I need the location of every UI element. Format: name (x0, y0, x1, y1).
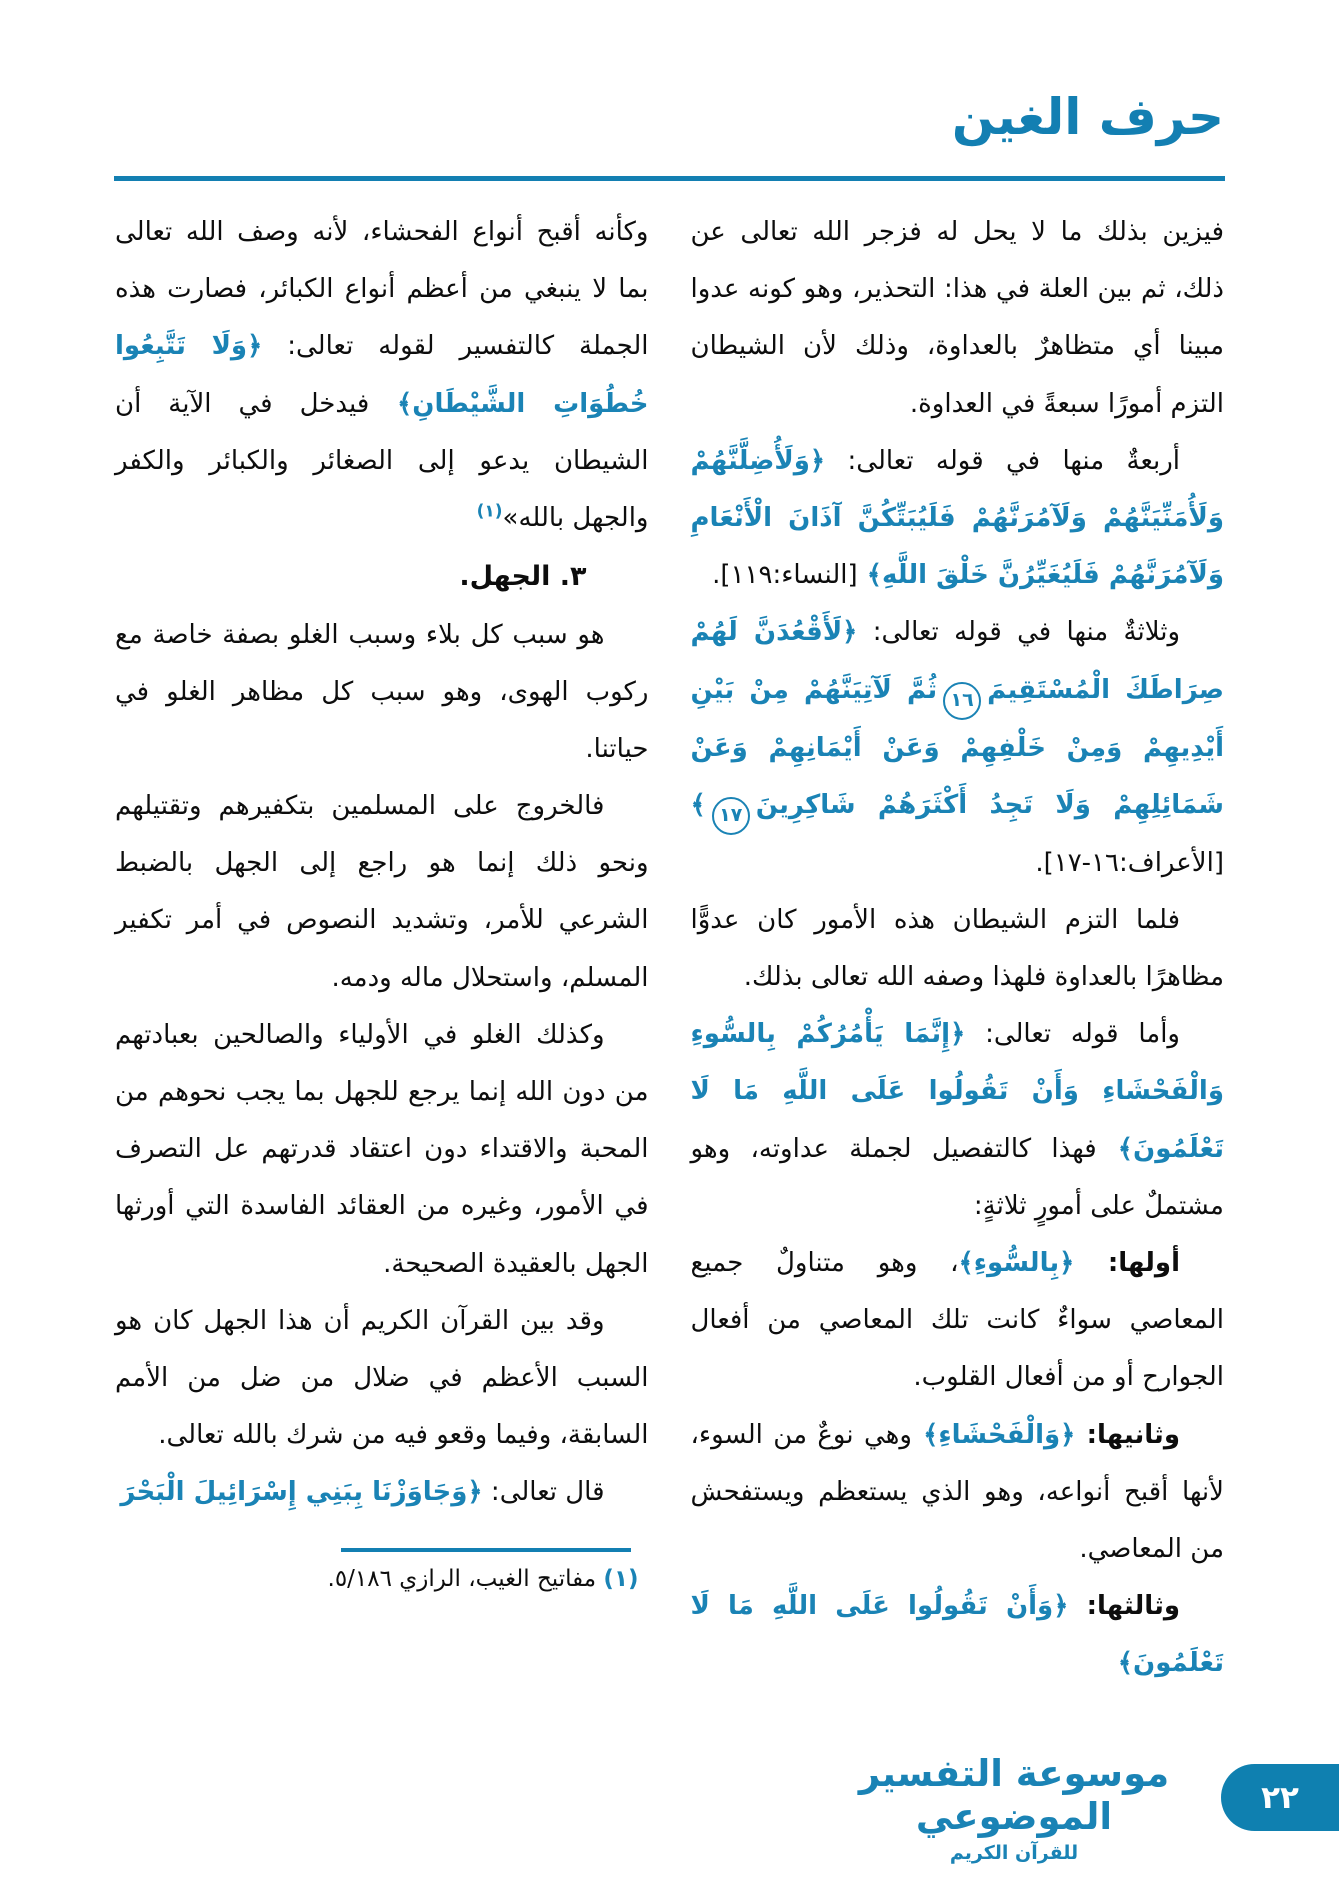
quran-verse: ﴿وَلَأُضِلَّنَّهُمْ وَلَأُمَنِّيَنَّهُمْ وَلَآمُرَنَّهُمْ فَلَيُبَتِّكُنَّ آذَانَ الْأَنْعَامِ وَلَآمُرَنَّهُمْ فَلَيُغَيِّرُنَّ خَلْقَ اللَّهِ﴾ (690, 445, 1224, 591)
lead-word: وثانيها: (1075, 1419, 1180, 1450)
footnote-number: (١) (603, 1565, 639, 1592)
lead-word: وثالثها: (1068, 1591, 1180, 1622)
paragraph (691, 204, 1225, 433)
header-divider (114, 176, 1225, 181)
page-number: ٢٢ (1221, 1764, 1339, 1831)
quran-verse: ﴿وَالْفَحْشَاءِ﴾ (911, 1419, 1076, 1450)
footnote-citation: مفاتيح الغيب، الرازي ٥/١٨٦. (327, 1565, 597, 1592)
paragraph (115, 204, 649, 547)
paragraph (691, 1006, 1225, 1235)
body-text: فالخروج على المسلمين بتكفيرهم وتقتيلهم ونحو ذلك إنما هو راجع إلى الجهل بالضبط الشرعي للأمر، وتشديد النصوص في أمر تكفير المسلم، واستحلال ماله ودمه. (115, 791, 649, 993)
body-text: أربعةٌ منها في قوله تعالى: (825, 445, 1180, 476)
paragraph (115, 778, 649, 1007)
quran-verse: ﴿وَلَا تَتَّبِعُوا خُطُوَاتِ الشَّيْطَانِ﴾ (115, 331, 649, 419)
body-text: ، وهو متناولٌ جميع المعاصي سواءٌ كانت تلك المعاصي من أفعال الجوارح أو من أفعال القلوب. (690, 1248, 1224, 1393)
body-text: فلما التزم الشيطان هذه الأمور كان عدوًّا مظاهرًا بالعداوة فلهذا وصفه الله تعالى بذلك. (690, 904, 1224, 993)
body-text: وقد بين القرآن الكريم أن هذا الجهل كان هو السبب الأعظم في ضلال من ضل من الأمم السابقة، وفيما وقعو فيه من شرك بالله تعالى. (115, 1305, 649, 1451)
paragraph (691, 433, 1225, 605)
quran-verse: ثُمَّ لَآتِيَنَّهُمْ مِنْ بَيْنِ أَيْدِيهِمْ وَمِنْ خَلْفِهِمْ وَعَنْ أَيْمَانِهِمْ وَعَنْ شَمَائِلِهِمْ وَلَا تَجِدُ أَكْثَرَهُمْ شَاكِرِينَ (690, 674, 1224, 820)
lead-word: أولها: (1074, 1248, 1180, 1278)
body-text: وكذلك الغلو في الأولياء والصالحين بعبادتهم من دون الله إنما يرجع للجهل بما يجب نحوهم من المحبة والاقتداء دون اعتقاد قدرتهم عل التصرف في الأمور، وغيره من العقائد الفاسدة التي أورثها الجهل بالعقيدة الصحيحة. (115, 1019, 649, 1279)
quran-verse: ﴿وَأَنْ تَقُولُوا عَلَى اللَّهِ مَا لَا تَعْلَمُونَ﴾ (690, 1591, 1224, 1679)
section-heading (115, 547, 649, 606)
text-columns (115, 204, 1224, 1693)
body-text: وثلاثةٌ منها في قوله تعالى: (857, 617, 1181, 648)
paragraph (115, 1293, 649, 1465)
paragraph (691, 1407, 1225, 1579)
body-text: وكأنه أقبح أنواع الفحشاء، لأنه وصف الله تعالى بما لا ينبغي من أعظم أنواع الكبائر، فصارت هذه الجملة كالتفسير لقوله تعالى: (115, 217, 649, 362)
quran-verse: ﴿بِالسُّوءِ﴾ (958, 1248, 1075, 1278)
paragraph (115, 607, 649, 779)
body-text: وهي نوعٌ من السوء، لأنها أقبح أنواعه، وهو الذي يستعظم ويستفحش من المعاصي. (690, 1419, 1224, 1564)
paragraph (115, 1464, 649, 1521)
paragraph (115, 1007, 649, 1293)
body-text: فيزين بذلك ما لا يحل له فزجر الله تعالى عن ذلك، ثم بين العلة في هذا: التحذير، وهو كونه عدوا مبينا أي متظاهرٌ بالعداوة، وذلك لأن الشيطان التزم أمورًا سبعةً في العداوة. (690, 217, 1224, 419)
verse-reference: [الأعراف:١٦-١٧]. (1035, 847, 1224, 878)
paragraph (691, 604, 1225, 892)
quran-verse: ﴿لَأَقْعُدَنَّ لَهُمْ صِرَاطَكَ الْمُسْتَقِيمَ (690, 617, 1224, 705)
lead-word: ٣. الجهل. (459, 561, 587, 593)
body-text: هو سبب كل بلاء وسبب الغلو بصفة خاصة مع ركوب الهوى، وهو سبب كل مظاهر الغلو في حياتنا. (115, 619, 649, 764)
body-text: فهذا كالتفصيل لجملة عداوته، وهو مشتملٌ على أمورٍ ثلاثةٍ: (690, 1133, 1224, 1221)
footnote-text (115, 1566, 639, 1592)
column-right (691, 204, 1225, 1693)
footnote (115, 1548, 649, 1592)
publisher-logo (839, 1752, 1189, 1864)
paragraph (691, 1235, 1225, 1407)
paragraph (691, 1578, 1225, 1692)
chapter-title: حرف الغين (951, 88, 1224, 146)
body-text: فيدخل في الآية أن الشيطان يدعو إلى الصغائر والكبائر والكفر والجهل بالله» (115, 388, 649, 533)
body-text: وأما قوله تعالى: (965, 1019, 1180, 1050)
column-left (115, 204, 649, 1693)
publisher-logo-title: موسوعة التفسير الموضوعي (858, 1752, 1170, 1838)
quran-verse: ﴿وَجَاوَزْنَا بِبَنِي إِسْرَائِيلَ الْبَحْرَ (120, 1477, 483, 1508)
footnote-separator (341, 1548, 631, 1552)
quran-verse: ﴿إِنَّمَا يَأْمُرُكُمْ بِالسُّوءِ وَالْفَحْشَاءِ وَأَنْ تَقُولُوا عَلَى اللَّهِ مَا لَا تَعْلَمُونَ﴾ (690, 1019, 1224, 1164)
paragraph (691, 892, 1225, 1006)
ayah-number-badge: ١٦ (943, 682, 981, 720)
body-text: قال تعالى: (482, 1477, 605, 1508)
ayah-number-badge: ١٧ (712, 797, 750, 835)
footnote-ref-marker: (١) (476, 501, 503, 522)
quran-verse: ﴾ (690, 789, 706, 820)
verse-reference: [النساء:١١٩]. (712, 560, 858, 591)
publisher-logo-subtitle: للقرآن الكريم (949, 1842, 1079, 1864)
